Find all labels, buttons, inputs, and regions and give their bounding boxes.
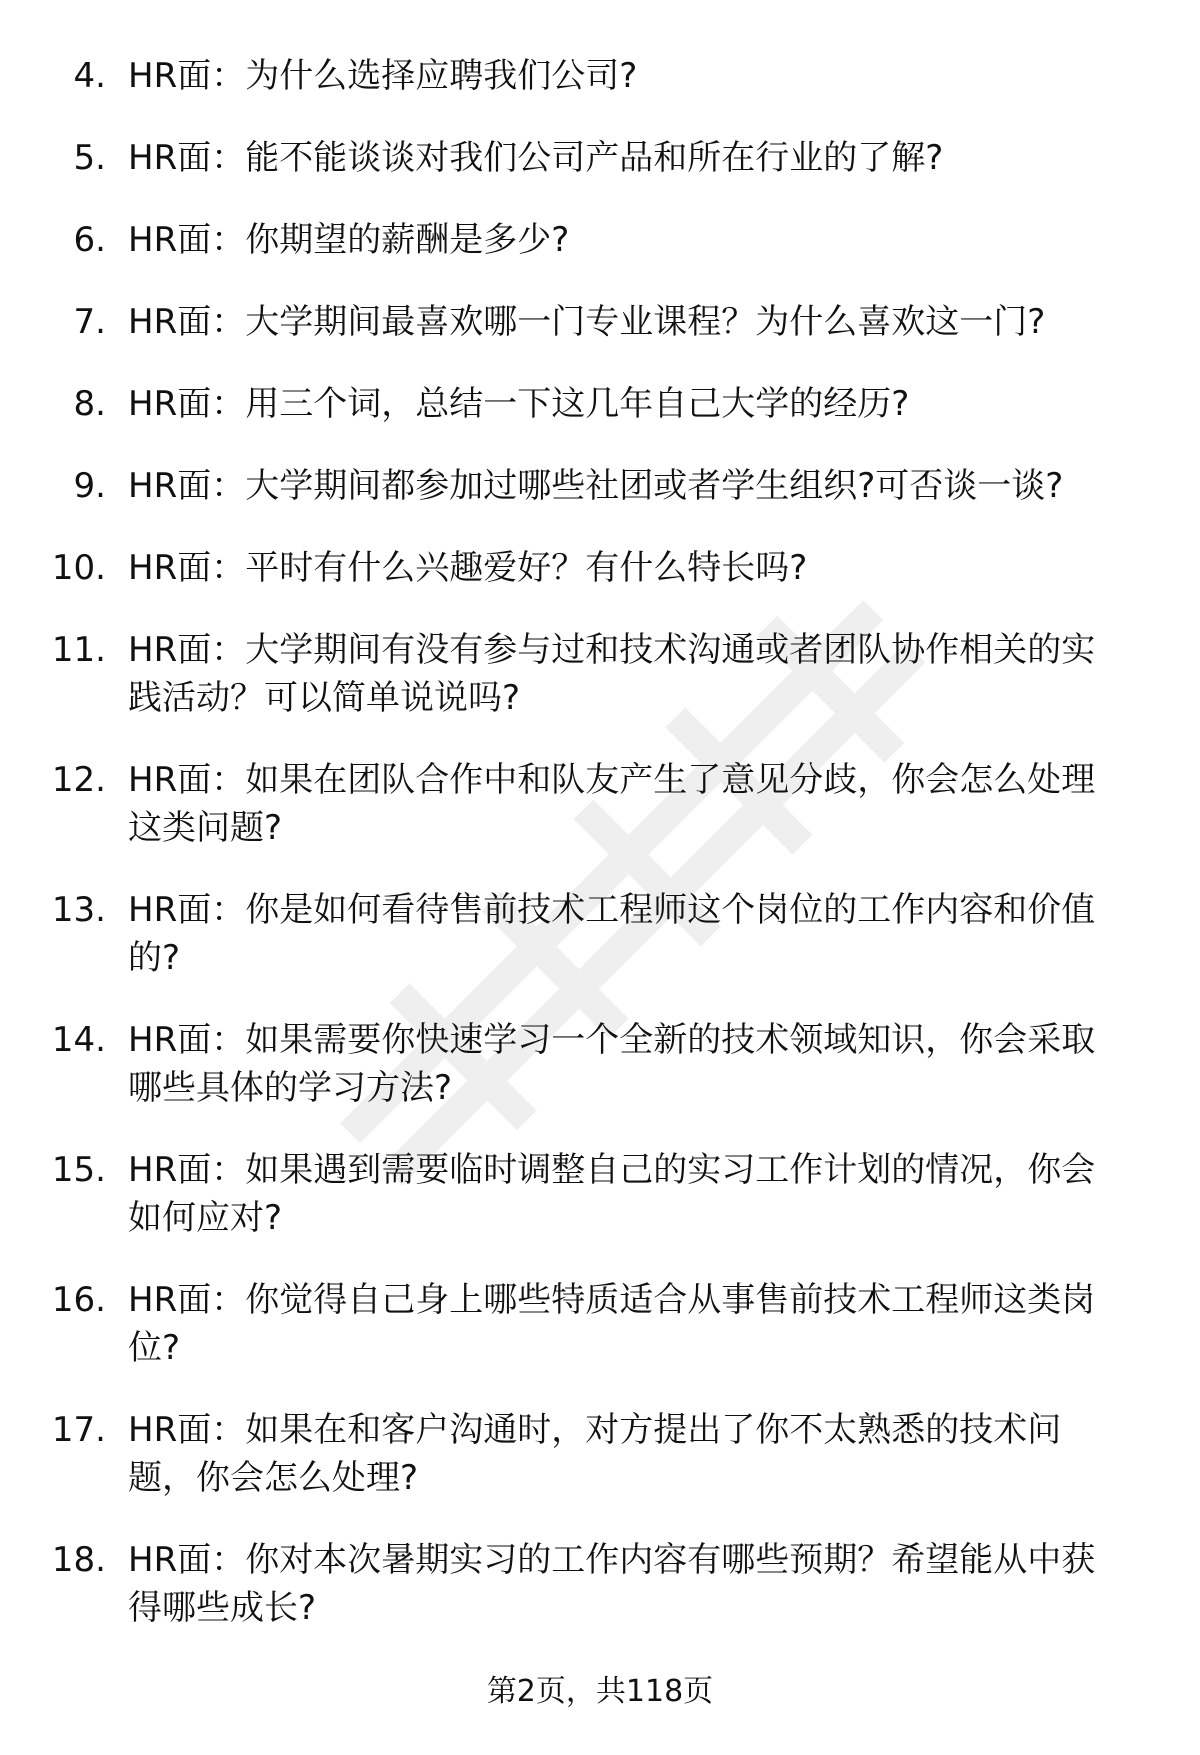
question-list	[0, 52, 1200, 1632]
question-text: HR面：如果在团队合作中和队友产生了意见分歧，你会怎么处理 这类问题?	[128, 760, 1096, 848]
question-text: HR面：平时有什么兴趣爱好？有什么特长吗?	[128, 548, 808, 588]
question-item-9	[0, 462, 1200, 510]
question-item-13	[0, 886, 1200, 982]
question-item-11	[0, 626, 1200, 722]
question-number: 18.	[51, 1540, 106, 1580]
question-number: 6.	[73, 220, 106, 260]
question-text: HR面：大学期间有没有参与过和技术沟通或者团队协作相关的实 践活动？可以简单说说吗?	[128, 630, 1096, 718]
question-text: HR面：大学期间最喜欢哪一门专业课程？为什么喜欢这一门?	[128, 302, 1046, 342]
question-number: 14.	[51, 1020, 106, 1060]
question-number: 7.	[73, 302, 106, 342]
question-item-5	[0, 134, 1200, 182]
question-text: HR面：你是如何看待售前技术工程师这个岗位的工作内容和价值 的?	[128, 890, 1096, 978]
question-item-4	[0, 52, 1200, 100]
question-number: 9.	[73, 466, 106, 506]
question-number: 13.	[51, 890, 106, 930]
question-text: HR面：大学期间都参加过哪些社团或者学生组织?可否谈一谈?	[128, 466, 1064, 506]
question-item-6	[0, 216, 1200, 264]
question-item-16	[0, 1276, 1200, 1372]
page-footer: 第2页，共118页	[486, 1674, 714, 1709]
question-number: 5.	[73, 138, 106, 178]
question-item-7	[0, 298, 1200, 346]
question-text: HR面：用三个词，总结一下这几年自己大学的经历?	[128, 384, 910, 424]
question-item-8	[0, 380, 1200, 428]
question-text: HR面：为什么选择应聘我们公司?	[128, 56, 638, 96]
question-number: 16.	[51, 1280, 106, 1320]
question-item-18	[0, 1536, 1200, 1632]
question-item-14	[0, 1016, 1200, 1112]
question-number: 8.	[73, 384, 106, 424]
question-number: 12.	[51, 760, 106, 800]
question-text: HR面：如果遇到需要临时调整自己的实习工作计划的情况，你会 如何应对?	[128, 1150, 1096, 1238]
question-text: HR面：如果需要你快速学习一个全新的技术领域知识，你会采取 哪些具体的学习方法?	[128, 1020, 1096, 1108]
question-item-10	[0, 544, 1200, 592]
question-number: 10.	[51, 548, 106, 588]
question-item-12	[0, 756, 1200, 852]
question-number: 17.	[51, 1410, 106, 1450]
question-number: 15.	[51, 1150, 106, 1190]
question-number: 4.	[73, 56, 106, 96]
question-text: HR面：你觉得自己身上哪些特质适合从事售前技术工程师这类岗 位?	[128, 1280, 1096, 1368]
question-item-15	[0, 1146, 1200, 1242]
question-text: HR面：如果在和客户沟通时，对方提出了你不太熟悉的技术问 题，你会怎么处理?	[128, 1410, 1062, 1498]
question-number: 11.	[51, 630, 106, 670]
question-item-17	[0, 1406, 1200, 1502]
question-text: HR面：能不能谈谈对我们公司产品和所在行业的了解?	[128, 138, 944, 178]
question-text: HR面：你对本次暑期实习的工作内容有哪些预期？希望能从中获 得哪些成长?	[128, 1540, 1096, 1628]
question-text: HR面：你期望的薪酬是多少?	[128, 220, 570, 260]
